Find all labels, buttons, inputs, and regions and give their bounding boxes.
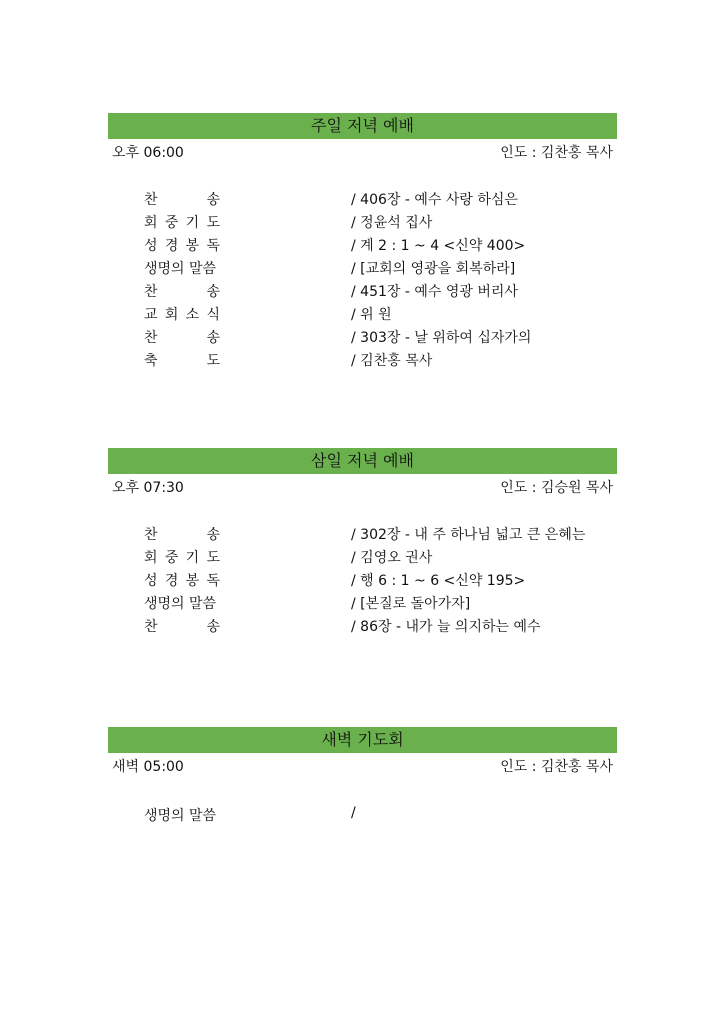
order-label-char: 봉 — [185, 238, 200, 254]
order-item — [108, 350, 617, 373]
order-label-char: 도 — [206, 353, 220, 369]
order-value: / 행 6 : 1 ~ 6 <신약 195> — [351, 573, 526, 589]
order-value: / 김찬홍 목사 — [351, 353, 433, 369]
order-label — [144, 616, 220, 636]
section-info — [108, 139, 617, 163]
order-item — [108, 212, 617, 235]
order-label — [144, 350, 220, 370]
order-value: / [본질로 돌아가자] — [351, 596, 471, 612]
order-label-char: 독 — [206, 238, 220, 254]
order-label-char: 독 — [206, 573, 220, 589]
order-label-char: 식 — [206, 307, 220, 323]
order-label-char: 경 — [164, 238, 179, 254]
order-label-char: 도 — [206, 550, 220, 566]
section-title: 새벽 기도회 — [108, 727, 617, 753]
order-item — [108, 616, 617, 639]
order-label-char: 성 — [144, 238, 158, 254]
order-item — [108, 189, 617, 212]
order-label: 생명의 말씀 — [144, 596, 217, 612]
order-value: / 위 원 — [351, 307, 392, 323]
order-item — [108, 524, 617, 547]
order-item — [108, 235, 617, 258]
order-label-char: 송 — [206, 284, 220, 300]
order-item — [108, 281, 617, 304]
order-value: / 302장 - 내 주 하나님 넓고 큰 은혜는 — [351, 527, 586, 543]
order-value: / 406장 - 예수 사랑 하심은 — [351, 192, 518, 208]
order-value: / 303장 - 날 위하여 십자가의 — [351, 330, 532, 346]
order-value: / [교회의 영광을 회복하라] — [351, 261, 516, 277]
order-label-char: 송 — [206, 192, 220, 208]
order-label-char: 중 — [164, 215, 179, 231]
service-leader: 인도 : 김승원 목사 — [500, 480, 613, 496]
order-item — [108, 570, 617, 593]
order-item — [108, 593, 617, 616]
order-list — [108, 524, 617, 639]
order-label-char: 축 — [144, 353, 158, 369]
service-time: 오후 07:30 — [112, 480, 184, 496]
order-label-char: 찬 — [144, 330, 158, 346]
order-label — [144, 327, 220, 347]
order-label-char: 찬 — [144, 527, 158, 543]
order-label — [144, 304, 220, 324]
service-leader: 인도 : 김찬홍 목사 — [500, 759, 613, 775]
section-title: 삼일 저녁 예배 — [108, 448, 617, 474]
order-label-char: 회 — [144, 550, 158, 566]
order-label — [144, 547, 220, 567]
service-time: 오후 06:00 — [112, 145, 184, 161]
order-label-char: 소 — [185, 307, 200, 323]
sunday-evening-section — [108, 113, 617, 369]
order-list — [108, 805, 617, 828]
order-label-char: 중 — [164, 550, 179, 566]
order-label-char: 회 — [164, 307, 179, 323]
service-leader: 인도 : 김찬홍 목사 — [500, 145, 613, 161]
order-label: 생명의 말씀 — [144, 261, 217, 277]
section-title: 주일 저녁 예배 — [108, 113, 617, 139]
order-value: / — [351, 805, 356, 821]
order-value: / 451장 - 예수 영광 버리사 — [351, 284, 518, 300]
order-label-char: 도 — [206, 215, 220, 231]
order-label-char: 봉 — [185, 573, 200, 589]
order-label-char: 회 — [144, 215, 158, 231]
service-time: 새벽 05:00 — [112, 759, 184, 775]
order-label — [144, 570, 220, 590]
order-label-char: 송 — [206, 330, 220, 346]
order-value: / 정윤석 집사 — [351, 215, 433, 231]
order-label-char: 찬 — [144, 619, 158, 635]
order-label-char: 교 — [144, 307, 158, 323]
order-label — [144, 281, 220, 301]
order-value: / 김영오 권사 — [351, 550, 433, 566]
order-item — [108, 304, 617, 327]
order-item — [108, 547, 617, 570]
order-label-char: 찬 — [144, 192, 158, 208]
dawn-prayer-section — [108, 727, 617, 824]
order-value: / 86장 - 내가 늘 의지하는 예수 — [351, 619, 541, 635]
order-label-char: 찬 — [144, 284, 158, 300]
order-label-char: 성 — [144, 573, 158, 589]
order-label-char: 기 — [185, 215, 200, 231]
order-label-char: 송 — [206, 527, 220, 543]
order-item — [108, 327, 617, 350]
section-info — [108, 474, 617, 498]
order-label-char: 송 — [206, 619, 220, 635]
order-item — [108, 805, 617, 828]
order-list — [108, 189, 617, 373]
order-label — [144, 235, 220, 255]
order-value: / 계 2 : 1 ~ 4 <신약 400> — [351, 238, 526, 254]
order-label — [144, 524, 220, 544]
order-label — [144, 212, 220, 232]
order-label-char: 기 — [185, 550, 200, 566]
order-label-char: 경 — [164, 573, 179, 589]
section-info — [108, 753, 617, 777]
order-label: 생명의 말씀 — [144, 808, 217, 824]
wednesday-evening-section — [108, 448, 617, 635]
order-item — [108, 258, 617, 281]
order-label — [144, 189, 220, 209]
